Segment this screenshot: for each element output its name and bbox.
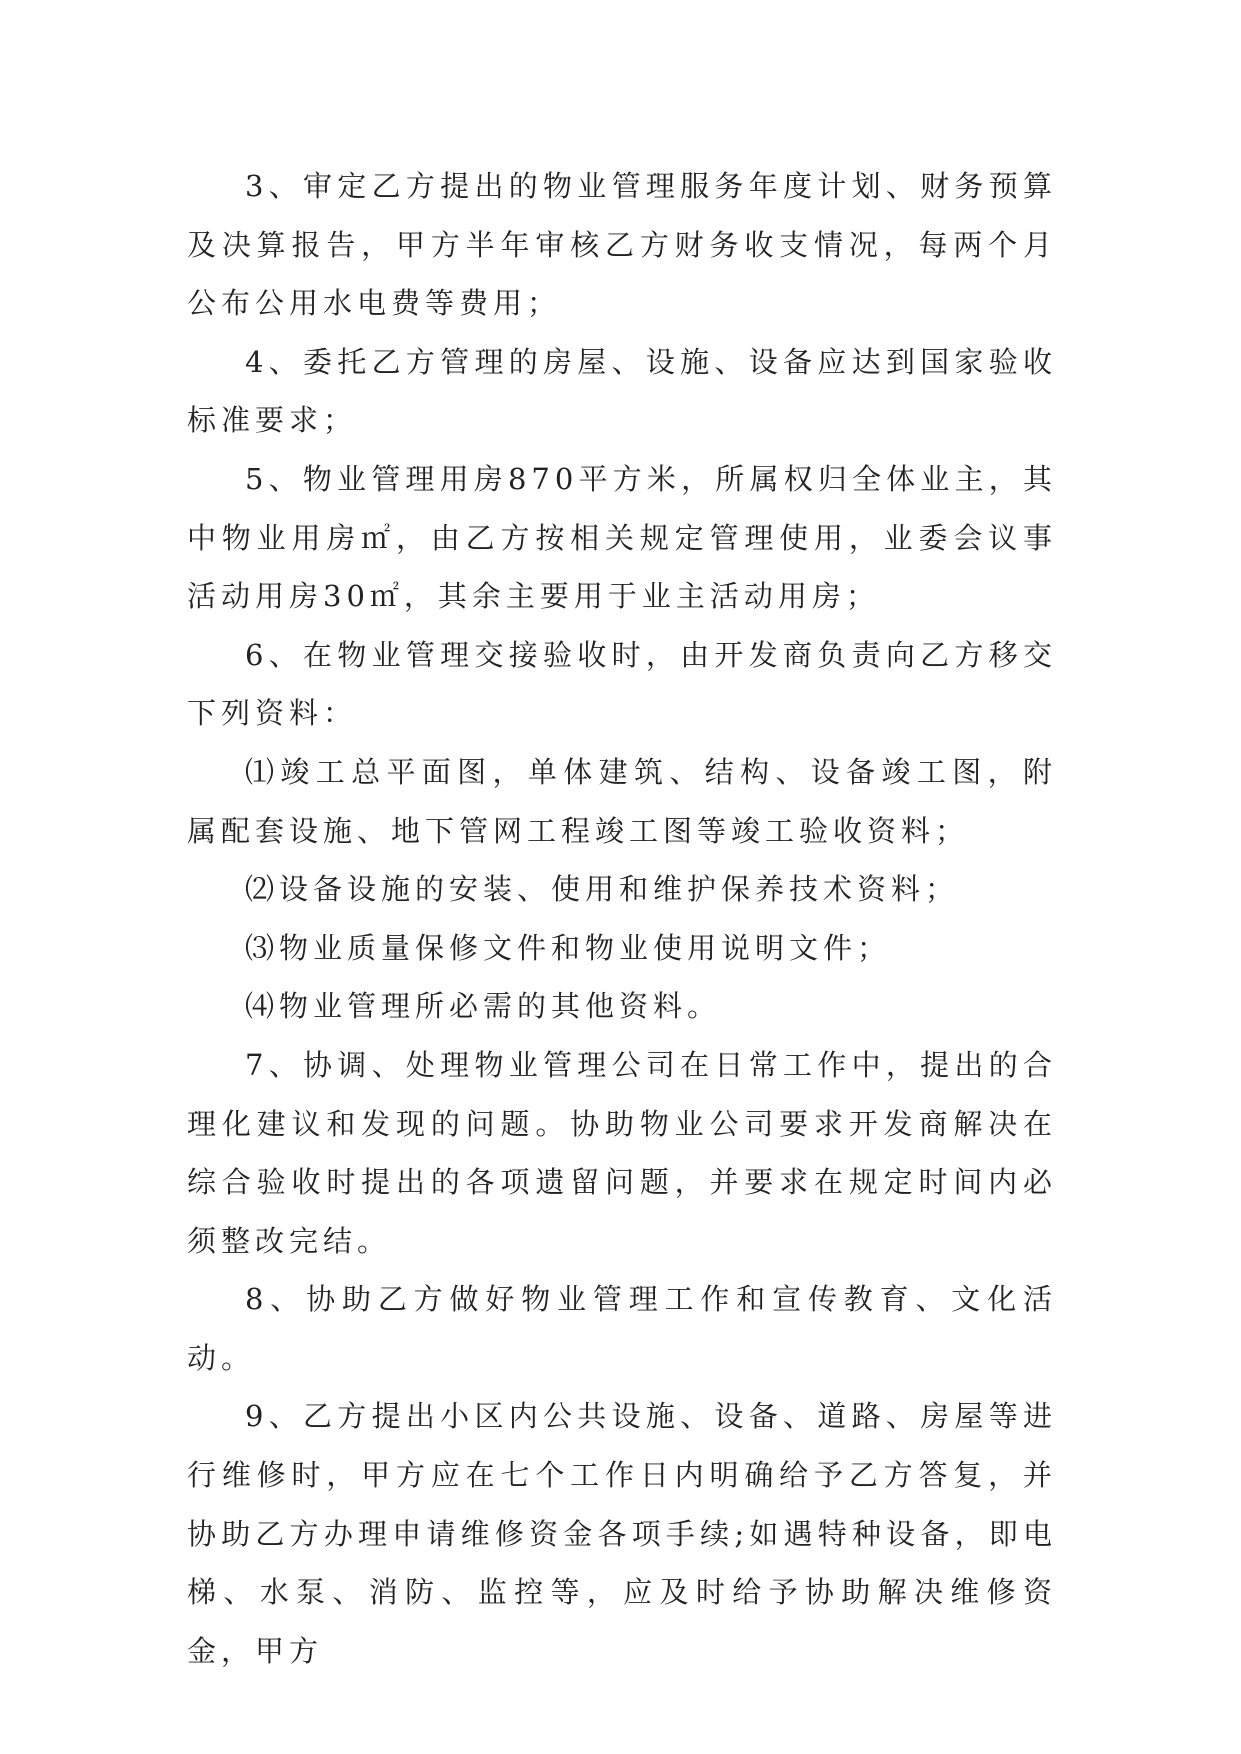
paragraph-subitem-3: ⑶物业质量保修文件和物业使用说明文件；	[245, 930, 892, 965]
paragraph-subitem-4: ⑷物业管理所必需的其他资料。	[245, 989, 722, 1024]
paragraph-item-4: 4、委托乙方管理的房屋、设施、设备应达到国家验收标准要求；	[187, 344, 1057, 438]
paragraph-item-6: 6、在物业管理交接验收时，由开发商负责向乙方移交下列资料：	[187, 637, 1057, 731]
paragraph-item-7: 7、协调、处理物业管理公司在日常工作中，提出的合理化建议和发现的问题。协助物业公司要求开发商解决在综合验收时提出的各项遗留问题，并要求在规定时间内必须整改完结。	[187, 1047, 1057, 1258]
document-body	[187, 157, 1057, 1680]
paragraph-item-9: 9、乙方提出小区内公共设施、设备、道路、房屋等进行维修时，甲方应在七个工作日内明确给予乙方答复，并协助乙方办理申请维修资金各项手续;如遇特种设备，即电梯、水泵、消防、监控等，应及时给予协助解决维修资金，甲方	[187, 1399, 1057, 1668]
paragraph-subitem-2: ⑵设备设施的安装、使用和维护保养技术资料；	[245, 872, 960, 907]
paragraph-item-5: 5、物业管理用房870平方米，所属权归全体业主，其中物业用房㎡，由乙方按相关规定管理使用，业委会议事活动用房30㎡，其余主要用于业主活动用房；	[187, 461, 1057, 614]
paragraph-subitem-1: ⑴竣工总平面图，单体建筑、结构、设备竣工图，附属配套设施、地下管网工程竣工图等竣工验收资料；	[187, 754, 1057, 848]
paragraph-item-3: 3、审定乙方提出的物业管理服务年度计划、财务预算及决算报告，甲方半年审核乙方财务收支情况，每两个月公布公用水电费等费用；	[187, 169, 1057, 321]
paragraph-item-8: 8、协助乙方做好物业管理工作和宣传教育、文化活动。	[187, 1282, 1057, 1375]
